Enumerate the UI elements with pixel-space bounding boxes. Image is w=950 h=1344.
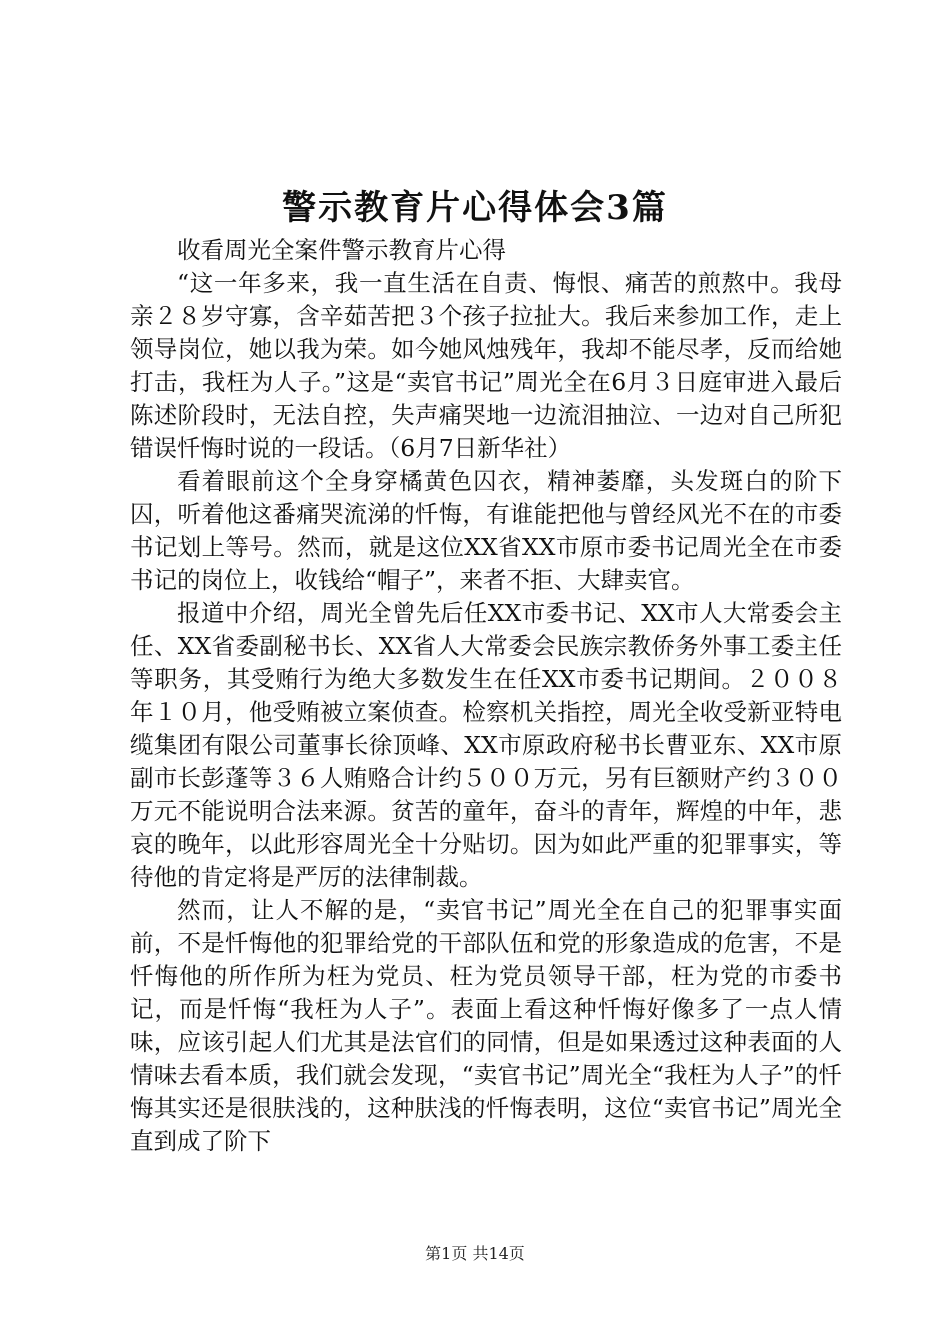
section-subheading: 收看周光全案件警示教育片心得 <box>177 236 506 264</box>
body-paragraph: 看着眼前这个全身穿橘黄色囚衣，精神萎靡，头发斑白的阶下囚，听着他这番痛哭流涕的忏悔，有谁能把他与曾经风光不在的市委书记划上等号。然而，就是这位XX省XX市原市委书记周光全在市委书记的岗位上，收钱给“帽子”，来者不拒、大肆卖官。 <box>130 467 842 594</box>
body-paragraph: 然而，让人不解的是，“卖官书记”周光全在自己的犯罪事实面前，不是忏悔他的犯罪给党的干部队伍和党的形象造成的危害，不是忏悔他的所作所为枉为党员、枉为党员领导干部，枉为党的市委书记，而是忏悔“我枉为人子”。表面上看这种忏悔好像多了一点人情味，应该引起人们尤其是法官们的同情，但是如果透过这种表面的人情味去看本质，我们就会发现，“卖官书记”周光全“我枉为人子”的忏悔其实还是很肤浅的，这种肤浅的忏悔表明，这位“卖官书记”周光全直到成了阶下 <box>130 896 842 1155</box>
page-number-footer: 第1页 共14页 <box>425 1244 525 1263</box>
body-paragraph: “这一年多来，我一直生活在自责、悔恨、痛苦的煎熬中。我母亲２８岁守寡，含辛茹苦把３个孩子拉扯大。我后来参加工作，走上领导岗位，她以我为荣。如今她风烛残年，我却不能尽孝，反而给她打击，我枉为人子。”这是“卖官书记”周光全在6月３日庭审进入最后陈述阶段时，无法自控，失声痛哭地一边流泪抽泣、一边对自己所犯错误忏悔时说的一段话。（6月7日新华社） <box>130 269 842 462</box>
body-paragraph: 报道中介绍，周光全曾先后任XX市委书记、XX市人大常委会主任、XX省委副秘书长、XX省人大常委会民族宗教侨务外事工委主任等职务，其受贿行为绝大多数发生在任XX市委书记期间。２００８年１０月，他受贿被立案侦查。检察机关指控，周光全收受新亚特电缆集团有限公司董事长徐顶峰、XX市原政府秘书长曹亚东、XX市原副市长彭蓬等３６人贿赂合计约５００万元，另有巨额财产约３００万元不能说明合法来源。贫苦的童年，奋斗的青年，辉煌的中年，悲哀的晚年，以此形容周光全十分贴切。因为如此严重的犯罪事实，等待他的肯定将是严厉的法律制裁。 <box>130 599 842 891</box>
document-title: 警示教育片心得体会3篇 <box>282 188 668 228</box>
document-body <box>130 234 842 1158</box>
